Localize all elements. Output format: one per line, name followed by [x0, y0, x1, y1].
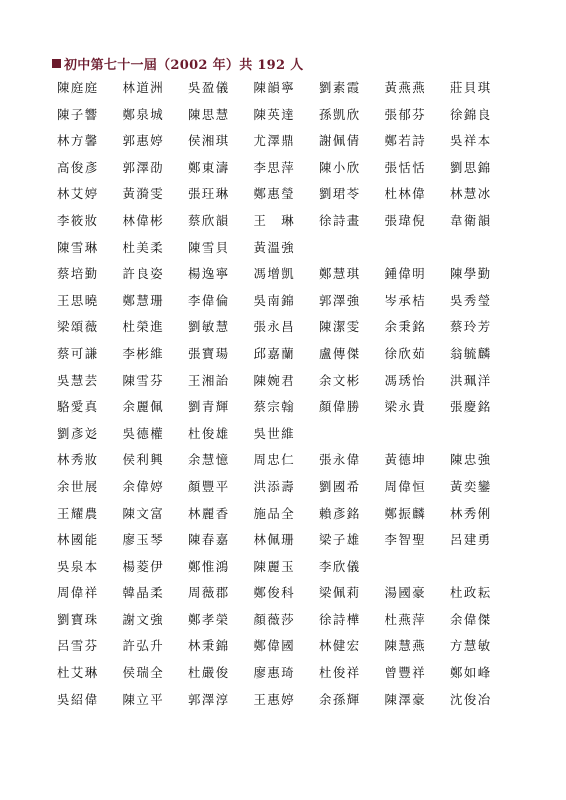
student-name: 張慶銘	[450, 399, 492, 415]
student-name: 杜俊雄	[188, 425, 230, 441]
student-name: 莊貝琪	[450, 80, 492, 95]
student-name: 高俊彥	[57, 159, 99, 175]
student-name: 吳紹偉	[57, 691, 99, 707]
student-name: 林佩珊	[253, 532, 296, 548]
student-name: 張寶瑒	[188, 345, 230, 361]
student-name: 鄭振麟	[384, 505, 427, 521]
student-name: 杜榮進	[122, 319, 165, 335]
student-name: 張瑋倪	[384, 212, 427, 228]
student-name: 劉敏慧	[188, 319, 230, 335]
student-name: 鄭若詩	[384, 133, 427, 149]
student-name: 鄭俊科	[253, 585, 296, 601]
student-name: 張郁芬	[384, 106, 427, 122]
student-name: 劉寶珠	[57, 611, 99, 627]
name-row	[57, 664, 537, 691]
student-name: 鄭孝榮	[188, 611, 230, 627]
student-name: 馮增凱	[253, 266, 296, 282]
name-row	[57, 159, 537, 186]
name-row	[57, 611, 537, 638]
student-name: 梁子雄	[319, 532, 361, 548]
student-name: 郭澤淳	[188, 691, 230, 707]
student-name: 賴彥銘	[319, 505, 361, 521]
student-name: 杜艾琳	[57, 665, 99, 681]
student-name: 徐詩畫	[319, 212, 361, 228]
student-name: 蔡培勤	[57, 266, 99, 282]
student-name: 劉思錦	[450, 159, 492, 175]
student-name: 鄭惠瑩	[253, 186, 296, 202]
student-name: 楊菱伊	[122, 558, 165, 574]
name-row	[57, 691, 537, 718]
student-name: 周忠仁	[253, 452, 296, 468]
student-name: 岑承桔	[384, 292, 427, 308]
name-row	[57, 292, 537, 319]
student-name: 陳庭庭	[57, 80, 99, 95]
student-name: 廖惠琦	[253, 665, 296, 681]
student-name: 蔡欣韻	[188, 212, 230, 228]
student-name: 鄭如峰	[450, 665, 492, 681]
student-name: 劉素霞	[319, 80, 361, 95]
student-name: 鄭偉國	[253, 638, 296, 654]
student-name: 陳麗玉	[253, 558, 296, 574]
name-row	[57, 584, 537, 611]
student-name: 李智聖	[384, 532, 427, 548]
student-name: 余慧憶	[188, 452, 230, 468]
student-name: 林艾婷	[57, 186, 99, 202]
student-name: 周偉恒	[384, 478, 427, 494]
student-name: 沈俊冶	[450, 691, 492, 707]
student-name: 陳忠強	[450, 452, 492, 468]
student-name: 吳南錦	[253, 292, 296, 308]
student-name: 杜政耘	[450, 585, 492, 601]
student-name: 黃漪雯	[122, 186, 165, 202]
student-name: 呂建勇	[450, 532, 492, 548]
student-name: 徐欣茹	[384, 345, 427, 361]
student-name: 杜林偉	[384, 186, 427, 202]
student-name: 張永昌	[253, 319, 296, 335]
student-name: 陳思慧	[188, 106, 230, 122]
student-name: 鄭慧琪	[319, 266, 361, 282]
student-name: 郭澤劭	[122, 159, 165, 175]
student-name: 顏偉勝	[319, 399, 361, 415]
student-name: 顏薇莎	[253, 611, 296, 627]
student-name: 馮琇怡	[384, 372, 427, 388]
student-name: 翁毓麟	[450, 345, 492, 361]
student-name: 陳春嘉	[188, 532, 230, 548]
student-name: 劉青輝	[188, 399, 230, 415]
student-name: 鄭東濤	[188, 159, 230, 175]
student-name: 陳雪芬	[122, 372, 165, 388]
student-name: 王惠婷	[253, 691, 296, 707]
student-name: 曾豐祥	[384, 665, 427, 681]
page-title: 初中第七十一屆（2002 年）共 192 人	[64, 57, 304, 73]
student-name: 駱愛真	[57, 399, 99, 415]
student-name: 林健宏	[319, 638, 361, 654]
student-name: 王耀農	[57, 505, 99, 521]
student-name: 盧傳傑	[319, 345, 361, 361]
student-name: 杜美柔	[122, 239, 165, 255]
student-name: 吳慧芸	[57, 372, 99, 388]
student-name: 陳文富	[122, 505, 165, 521]
student-name: 陳子響	[57, 106, 99, 122]
student-name: 余偉傑	[450, 611, 492, 627]
student-name: 余孫輝	[319, 691, 361, 707]
student-name: 吳盈儀	[188, 80, 230, 95]
student-name: 劉珺苓	[319, 186, 361, 202]
student-name: 張玨琳	[188, 186, 230, 202]
student-name: 楊逸寧	[188, 266, 230, 282]
student-name: 梁佩莉	[319, 585, 361, 601]
name-row	[57, 345, 537, 372]
student-name: 邱嘉蘭	[253, 345, 296, 361]
section-header	[52, 53, 304, 73]
student-name: 洪添壽	[253, 478, 296, 494]
student-name: 陳英達	[253, 106, 296, 122]
name-row	[57, 425, 537, 452]
name-row	[57, 106, 537, 133]
student-name: 侯利興	[122, 452, 165, 468]
student-name: 陳雪琳	[57, 239, 99, 255]
student-name: 周偉祥	[57, 585, 99, 601]
name-row	[57, 558, 537, 585]
student-name: 杜嚴俊	[188, 665, 230, 681]
student-name: 林國能	[57, 532, 99, 548]
student-name: 黃奕鑾	[450, 478, 492, 494]
student-name: 許弘升	[122, 638, 165, 654]
student-name: 林慧冰	[450, 186, 492, 202]
name-row	[57, 79, 537, 106]
student-name: 呂雪芬	[57, 638, 99, 654]
student-name: 王 琳	[253, 212, 296, 228]
student-name: 李思萍	[253, 159, 296, 175]
student-name: 徐錦良	[450, 106, 492, 122]
name-row	[57, 398, 537, 425]
student-name: 周薇郡	[188, 585, 230, 601]
student-name: 陳立平	[122, 691, 165, 707]
student-name: 許良姿	[122, 266, 165, 282]
student-name: 陳雪貝	[188, 239, 230, 255]
student-name: 林秀俐	[450, 505, 492, 521]
student-name: 杜燕萍	[384, 611, 427, 627]
student-name: 陳小欣	[319, 159, 361, 175]
student-name: 謝佩倩	[319, 133, 361, 149]
student-name: 余文彬	[319, 372, 361, 388]
student-name: 湯國豪	[384, 585, 427, 601]
student-name: 王思曉	[57, 292, 99, 308]
student-name: 韋衛韻	[450, 212, 492, 228]
student-name: 王湘詒	[188, 372, 230, 388]
name-row	[57, 132, 537, 159]
student-name: 鄭泉城	[122, 106, 165, 122]
student-name: 余世展	[57, 478, 99, 494]
student-name: 李偉倫	[188, 292, 230, 308]
student-name: 張永偉	[319, 452, 361, 468]
student-name: 余麗佩	[122, 399, 165, 415]
student-name: 蔡可謙	[57, 345, 99, 361]
student-name: 陳婉君	[253, 372, 296, 388]
student-name: 鄭惟鴻	[188, 558, 230, 574]
student-name: 廖玉琴	[122, 532, 165, 548]
student-name: 吳秀瑩	[450, 292, 492, 308]
name-row	[57, 637, 537, 664]
student-name: 陳澤豪	[384, 691, 427, 707]
student-name: 孫凱欣	[319, 106, 361, 122]
student-name: 方慧敏	[450, 638, 492, 654]
name-row	[57, 372, 537, 399]
student-name: 黃溫強	[253, 239, 296, 255]
student-name: 謝文強	[122, 611, 165, 627]
student-name: 顏豐平	[188, 478, 230, 494]
student-name: 梁頌薇	[57, 319, 99, 335]
name-row	[57, 505, 537, 532]
student-name: 余偉婷	[122, 478, 165, 494]
name-row	[57, 451, 537, 478]
student-name: 吳德權	[122, 425, 165, 441]
square-bullet-icon	[52, 59, 61, 68]
student-name: 杜俊祥	[319, 665, 361, 681]
name-row	[57, 265, 537, 292]
student-name: 林麗香	[188, 505, 230, 521]
student-name: 李彬維	[122, 345, 165, 361]
student-name: 黃德坤	[384, 452, 427, 468]
student-name: 張恬恬	[384, 159, 427, 175]
student-name: 施品全	[253, 505, 296, 521]
name-row	[57, 531, 537, 558]
student-name: 黃燕燕	[384, 80, 427, 95]
student-name: 林方馨	[57, 133, 99, 149]
student-name: 林偉彬	[122, 212, 165, 228]
student-name: 陳潔雯	[319, 319, 361, 335]
student-name: 梁永貴	[384, 399, 427, 415]
student-name: 余秉銘	[384, 319, 427, 335]
student-name: 徐詩樺	[319, 611, 361, 627]
student-name: 林秀妝	[57, 452, 99, 468]
student-name: 鍾偉明	[384, 266, 427, 282]
student-name: 尤澤鼎	[253, 133, 296, 149]
student-name: 林道洲	[122, 80, 165, 95]
name-row	[57, 478, 537, 505]
student-name: 侯湘琪	[188, 133, 230, 149]
student-name: 林秉錦	[188, 638, 230, 654]
name-grid	[57, 79, 537, 717]
student-name: 侯瑞全	[122, 665, 165, 681]
student-name: 陳慧燕	[384, 638, 427, 654]
student-name: 陳學勤	[450, 266, 492, 282]
student-name: 蔡玲芳	[450, 319, 492, 335]
student-name: 吳祥本	[450, 133, 492, 149]
student-name: 郭惠婷	[122, 133, 165, 149]
student-name: 郭澤強	[319, 292, 361, 308]
name-row	[57, 318, 537, 345]
student-name: 吳世維	[253, 425, 296, 441]
name-row	[57, 185, 537, 212]
student-name: 蔡宗翰	[253, 399, 296, 415]
name-row	[57, 239, 537, 266]
student-name: 劉彥彣	[57, 425, 99, 441]
student-name: 李欣儀	[319, 558, 361, 574]
name-row	[57, 212, 537, 239]
student-name: 洪珮洋	[450, 372, 492, 388]
student-name: 吳泉本	[57, 558, 99, 574]
student-name: 劉國希	[319, 478, 361, 494]
student-name: 韓晶柔	[122, 585, 165, 601]
student-name: 鄭慧珊	[122, 292, 165, 308]
student-name: 陳韻寧	[253, 80, 296, 95]
student-name: 李筱妝	[57, 212, 99, 228]
